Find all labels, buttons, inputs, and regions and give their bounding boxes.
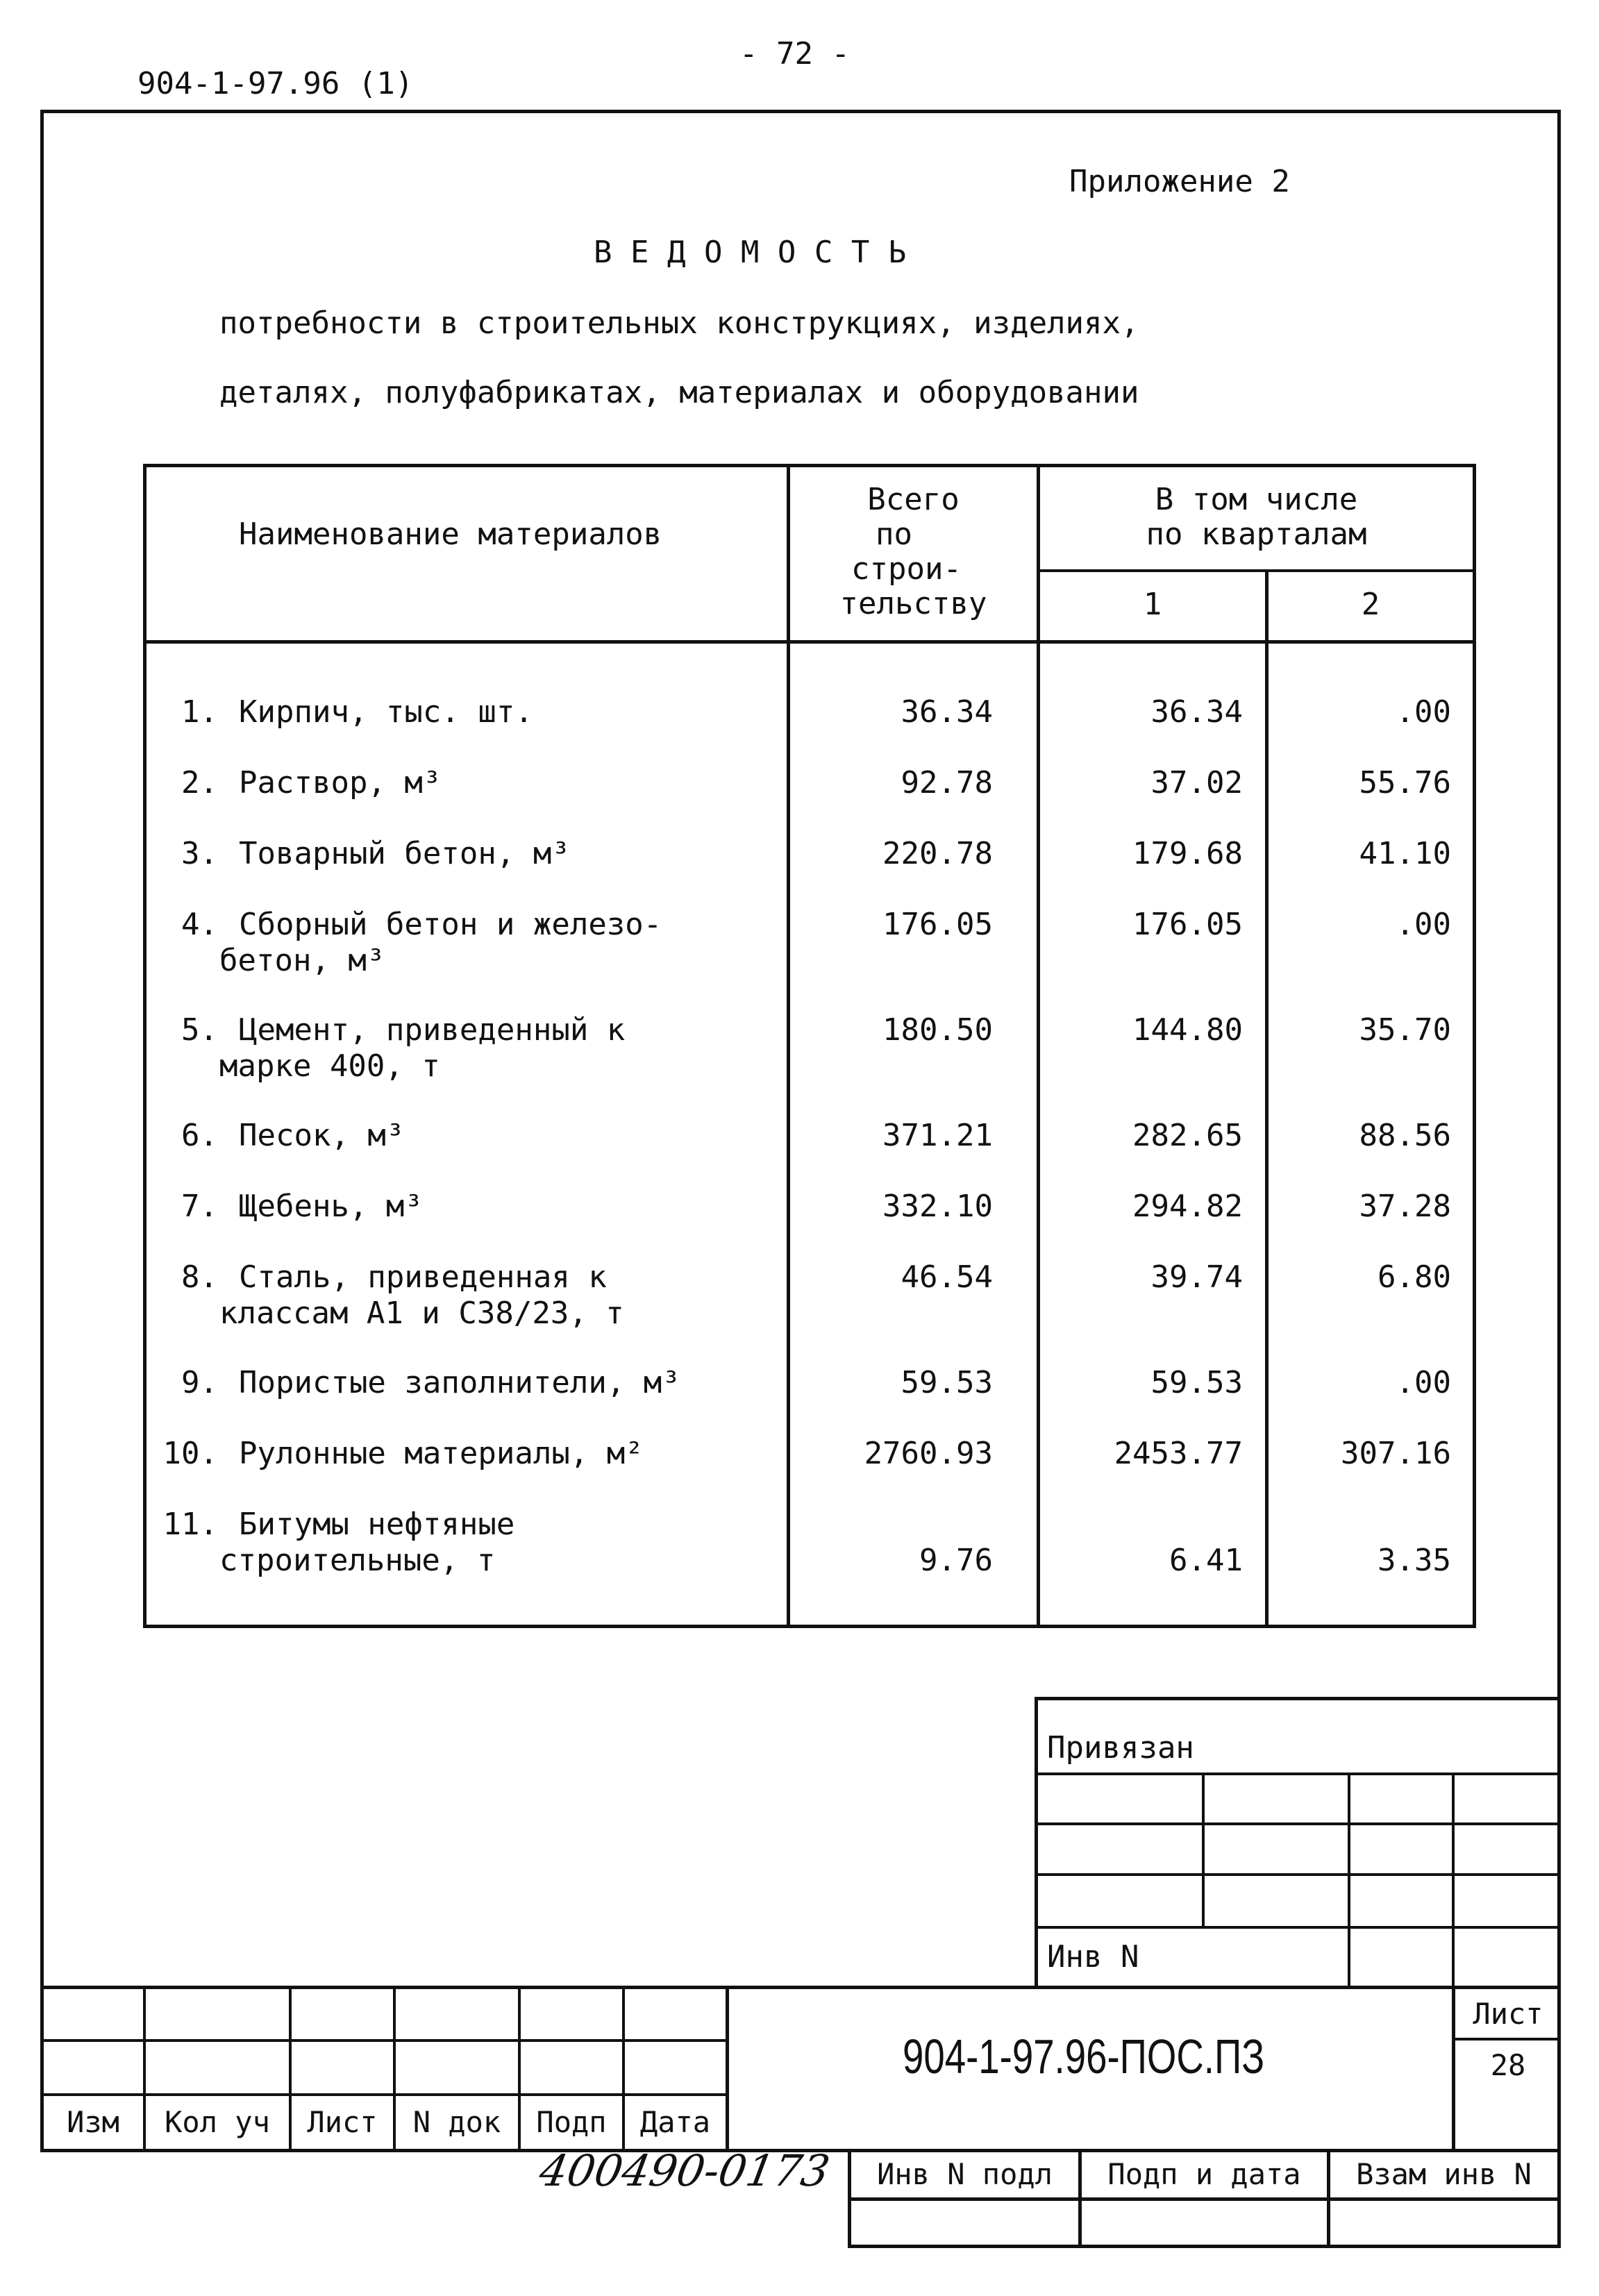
column-header-total-4: тельству — [839, 586, 987, 621]
row-q1: 144.80 — [1132, 1012, 1243, 1048]
row-name: Битумы нефтяные — [239, 1507, 515, 1542]
row-q2: 88.56 — [1359, 1118, 1451, 1153]
row-q2: 3.35 — [1378, 1543, 1451, 1578]
row-q1: 39.74 — [1150, 1259, 1243, 1295]
row-q2: 41.10 — [1359, 836, 1451, 871]
signature-label: Подп — [536, 2105, 607, 2139]
row-q1: 282.65 — [1132, 1118, 1243, 1153]
binding-label: Привязан — [1047, 1730, 1194, 1766]
column-header-q1: 1 — [1143, 587, 1162, 622]
row-total: 9.76 — [919, 1543, 993, 1578]
original-inventory-label: Инв N подл — [877, 2157, 1053, 2191]
row-q1: 294.82 — [1132, 1189, 1243, 1224]
row-name: Раствор, м³ — [239, 765, 442, 801]
row-total: 36.34 — [901, 694, 993, 730]
row-name: Сталь, приведенная к — [239, 1259, 607, 1295]
column-header-name: Наименование материалов — [239, 517, 662, 552]
row-number: 4. — [181, 907, 218, 942]
row-q1: 59.53 — [1150, 1365, 1243, 1400]
column-header-quarters-2: по кварталам — [1146, 517, 1367, 552]
row-name: Кирпич, тыс. шт. — [239, 694, 533, 730]
row-name: Щебень, м³ — [239, 1189, 423, 1224]
date-label: Дата — [639, 2105, 711, 2139]
document-code: 904-1-97.96 (1) — [137, 66, 414, 101]
row-number: 2. — [181, 765, 218, 801]
row-q2: .00 — [1396, 907, 1451, 942]
page-number: - 72 - — [739, 36, 850, 72]
row-q1: 2453.77 — [1114, 1436, 1243, 1471]
sheet-column-label: Лист — [307, 2105, 378, 2139]
row-total: 92.78 — [901, 765, 993, 801]
row-q1: 36.34 — [1150, 694, 1243, 730]
row-q2: .00 — [1396, 1365, 1451, 1400]
row-number: 1. — [181, 694, 218, 730]
row-total: 371.21 — [882, 1118, 993, 1153]
subtitle-line-2: деталях, полуфабрикатах, материалах и оборудовании — [219, 375, 1139, 410]
row-name-continued: бетон, м³ — [219, 943, 385, 978]
row-name: Рулонные материалы, м² — [239, 1436, 644, 1471]
row-name: Сборный бетон и железо- — [239, 907, 662, 942]
row-total: 176.05 — [882, 907, 993, 942]
change-count-label: Кол уч — [165, 2105, 270, 2139]
row-q1: 176.05 — [1132, 907, 1243, 942]
sheet-number: 28 — [1490, 2048, 1526, 2082]
handwritten-archive-number: 400490-01 — [535, 2145, 779, 2196]
appendix-label: Приложение 2 — [1069, 164, 1290, 199]
row-number: 5. — [181, 1012, 218, 1048]
row-name-continued: классам А1 и С38/23, т — [219, 1296, 624, 1331]
sheet-label: Лист — [1473, 1997, 1543, 2031]
row-q2: 6.80 — [1378, 1259, 1451, 1295]
row-number: 10. — [162, 1436, 218, 1471]
row-total: 180.50 — [882, 1012, 993, 1048]
row-total: 220.78 — [882, 836, 993, 871]
row-q2: 55.76 — [1359, 765, 1451, 801]
row-total: 2760.93 — [864, 1436, 993, 1471]
row-name: Цемент, приведенный к — [239, 1012, 626, 1048]
document-title: В Е Д О М О С Т Ь — [594, 235, 907, 270]
handwritten-sheet-number: 73 — [769, 2145, 834, 2196]
column-header-q2: 2 — [1361, 587, 1380, 622]
row-total: 46.54 — [901, 1259, 993, 1295]
row-q1: 179.68 — [1132, 836, 1243, 871]
column-header-total-3: строи- — [851, 551, 962, 587]
row-name: Песок, м³ — [239, 1118, 405, 1153]
row-q2: .00 — [1396, 694, 1451, 730]
inventory-number-label: Инв N — [1047, 1939, 1139, 1975]
row-number: 3. — [181, 836, 218, 871]
row-total: 332.10 — [882, 1189, 993, 1224]
row-q2: 37.28 — [1359, 1189, 1451, 1224]
row-q2: 307.16 — [1341, 1436, 1451, 1471]
subtitle-line-1: потребности в строительных конструкциях, изделиях, — [219, 305, 1139, 341]
row-number: 6. — [181, 1118, 218, 1153]
signature-date-label: Подп и дата — [1107, 2157, 1301, 2191]
project-designation: 904-1-97.96-ПОС.ПЗ — [903, 2029, 1265, 2084]
revision-label: Изм — [67, 2105, 119, 2139]
row-name: Товарный бетон, м³ — [239, 836, 570, 871]
row-number: 11. — [162, 1507, 218, 1542]
row-name-continued: марке 400, т — [219, 1048, 440, 1084]
row-number: 9. — [181, 1365, 218, 1400]
row-number: 7. — [181, 1189, 218, 1224]
replaced-inventory-label: Взам инв N — [1356, 2157, 1532, 2191]
row-name: Пористые заполнители, м³ — [239, 1365, 680, 1400]
column-header-total-2: по — [876, 517, 912, 552]
column-header-total-1: Всего — [867, 482, 960, 517]
row-q1: 6.41 — [1169, 1543, 1243, 1578]
row-q2: 35.70 — [1359, 1012, 1451, 1048]
row-number: 8. — [181, 1259, 218, 1295]
row-name-continued: строительные, т — [219, 1543, 496, 1578]
row-total: 59.53 — [901, 1365, 993, 1400]
column-header-quarters-1: В том числе — [1155, 482, 1358, 517]
row-q1: 37.02 — [1150, 765, 1243, 801]
document-number-label: N док — [412, 2105, 501, 2139]
